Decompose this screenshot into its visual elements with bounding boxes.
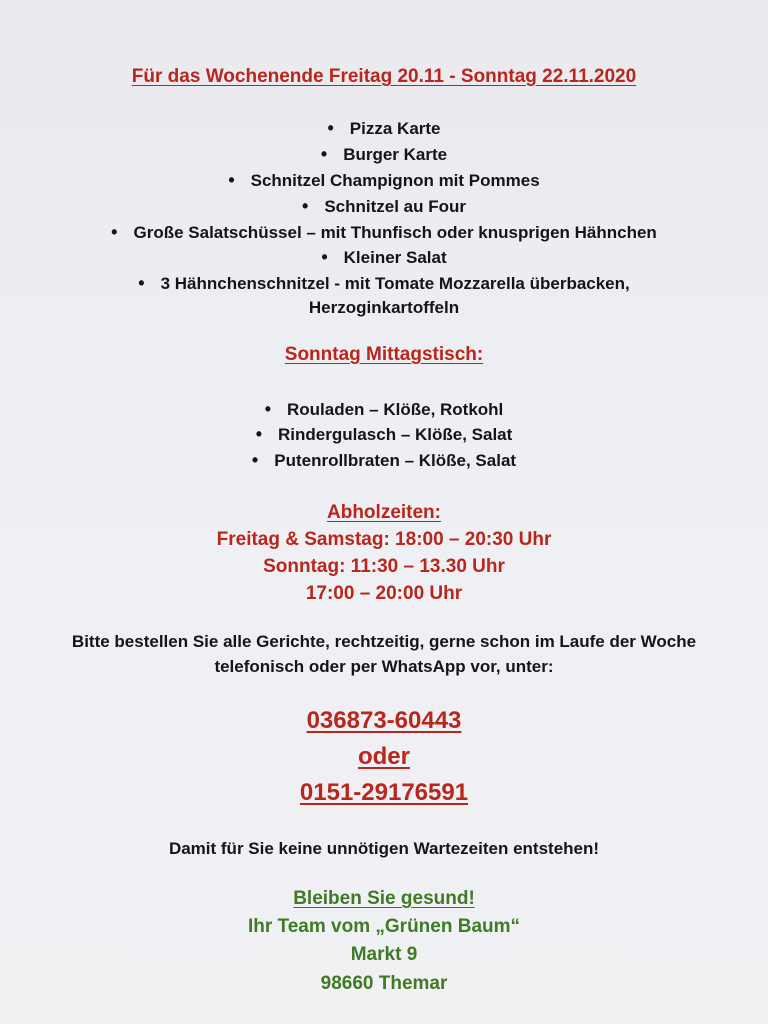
- order-note-line: Bitte bestellen Sie alle Gerichte, rechtzeitig, gerne schon im Laufe der Woche: [71, 632, 697, 651]
- list-item: • Kleiner Salat: [0, 248, 768, 266]
- pickup-time-line: Freitag & Samstag: 18:00 – 20:30 Uhr: [216, 529, 552, 550]
- address-street: Markt 9: [350, 944, 418, 965]
- pickup-time-line: Sonntag: 11:30 – 13.30 Uhr: [263, 556, 505, 577]
- phone-number-landline: 036873-60443: [306, 707, 462, 734]
- wait-note: Damit für Sie keine unnötigen Wartezeiten entstehen!: [168, 839, 600, 858]
- greeting: Bleiben Sie gesund!: [293, 888, 475, 909]
- list-item: • Schnitzel au Four: [0, 197, 768, 215]
- list-item: • Große Salatschüssel – mit Thunfisch oder knusprigen Hähnchen: [0, 223, 768, 241]
- sunday-heading: Sonntag Mittagstisch:: [284, 344, 484, 365]
- list-item: • Pizza Karte: [0, 119, 768, 137]
- list-item: • Putenrollbraten – Klöße, Salat: [0, 451, 768, 469]
- list-item: • Rindergulasch – Klöße, Salat: [0, 425, 768, 443]
- team-signature: Ihr Team vom „Grünen Baum“: [247, 916, 521, 937]
- order-note-line: telefonisch oder per WhatsApp vor, unter:: [214, 657, 554, 676]
- phone-number-mobile: 0151-29176591: [299, 779, 469, 806]
- flyer-title: Für das Wochenende Freitag 20.11 - Sonntag 22.11.2020: [131, 66, 637, 87]
- list-item: • 3 Hähnchenschnitzel - mit Tomate Mozzarella überbacken,: [0, 274, 768, 292]
- pickup-heading: Abholzeiten:: [327, 502, 441, 523]
- address-city: 98660 Themar: [320, 973, 448, 994]
- list-item-continuation: Herzoginkartoffeln: [308, 298, 460, 317]
- phone-or-separator: oder: [357, 743, 410, 770]
- list-item: • Burger Karte: [0, 145, 768, 163]
- list-item: • Schnitzel Champignon mit Pommes: [0, 171, 768, 189]
- pickup-time-line: 17:00 – 20:00 Uhr: [305, 583, 463, 604]
- list-item: • Rouladen – Klöße, Rotkohl: [0, 400, 768, 418]
